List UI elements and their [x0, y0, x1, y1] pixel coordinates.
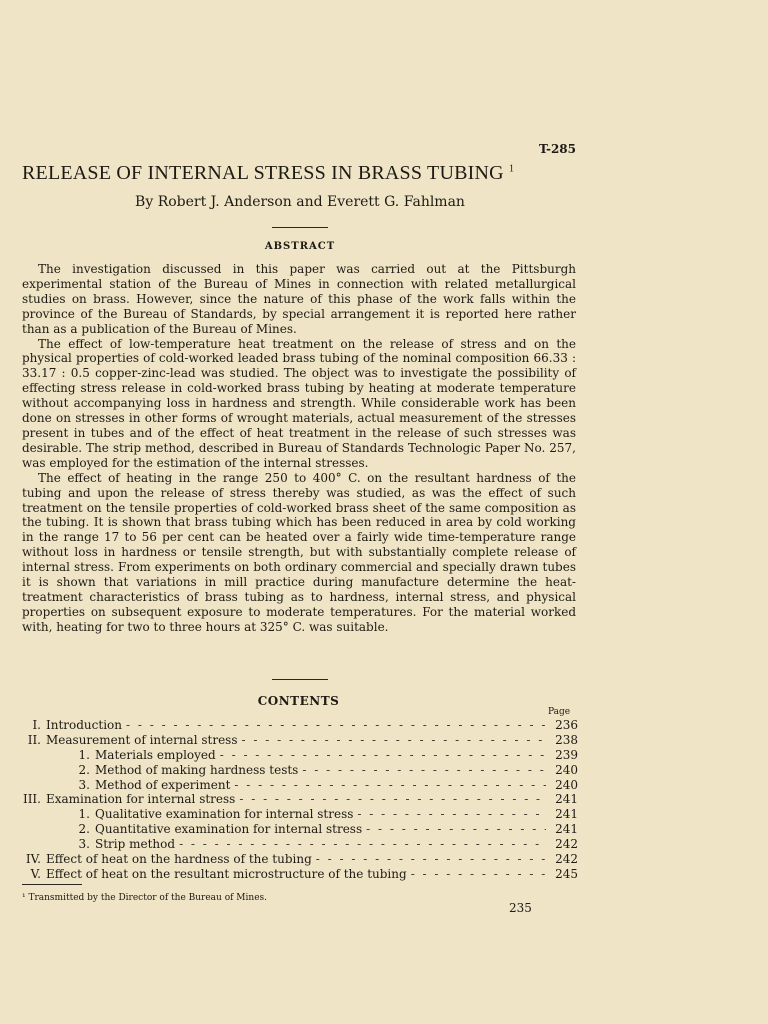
- toc-leader: [366, 822, 546, 837]
- title-footnote-mark: 1: [508, 163, 515, 175]
- table-of-contents: [22, 718, 578, 882]
- abstract-heading: ABSTRACT: [264, 241, 336, 252]
- toc-entry-number: III.: [22, 792, 41, 807]
- abstract-body: [22, 262, 576, 635]
- toc-entry-number: 1.: [78, 807, 90, 822]
- toc-entry-title: Examination for internal stress: [46, 792, 236, 807]
- footnote-divider: [22, 884, 82, 885]
- toc-entry-page: 238: [555, 732, 578, 747]
- abstract-paragraph: The effect of heating in the range 250 to 400° C. on the resultant hardness of the tubing and upon the release of stress thereby was studied, as was the effect of such treatment on the tensile properties of cold-worked brass sheet of the same composition as the tubing. It is shown that brass tubing which has been reduced in area by cold working in the range 17 to 56 per cent can be heated over a fairly wide time-temperature range without loss in hardness or tensile strength, but with substantially complete release of internal stress. From experiments on both ordinary commercial and specially drawn tubes it is shown that variations in mill practice during manufacture determine the heat-treatment characteristics of brass tubing as to hardness, internal stress, and physical properties on subsequent exposure to moderate temperatures. For the material worked with, heating for two to three hours at 325° C. was suitable.: [22, 470, 576, 634]
- toc-entry-number: 2.: [78, 822, 90, 837]
- toc-leader: [411, 867, 546, 882]
- authors: By Robert J. Anderson and Everett G. Fahlman: [135, 194, 465, 210]
- toc-entry-page: 239: [555, 747, 578, 762]
- toc-entry-title: Strip method: [95, 837, 176, 852]
- toc-entry: [22, 837, 578, 852]
- abstract-paragraph: The investigation discussed in this paper was carried out at the Pittsburgh experimental station of the Bureau of Mines in connection with related metallurgical studies on brass. However, since the nature of this phase of the work falls within the province of the Bureau of Standards, by special arrangement it is reported here rather than as a publication of the Bureau of Mines.: [22, 262, 576, 336]
- toc-entry-title: Introduction: [46, 718, 122, 732]
- toc-entry-number: II.: [27, 732, 41, 747]
- toc-entry-number: 1.: [78, 747, 90, 762]
- toc-entry: [22, 867, 578, 882]
- toc-entry-page: 236: [555, 718, 578, 732]
- toc-entry-page: 241: [555, 807, 578, 822]
- toc-leader: [126, 718, 546, 733]
- toc-entry: [22, 807, 578, 822]
- page-number: 235: [509, 901, 532, 915]
- toc-entry-title: Method of experiment: [95, 777, 231, 792]
- toc-entry: [22, 718, 578, 733]
- toc-entry: [22, 763, 578, 778]
- divider-before-contents: [272, 679, 328, 680]
- toc-entry-title: Qualitative examination for internal stress: [95, 807, 354, 822]
- toc-entry-page: 245: [555, 866, 578, 881]
- toc-leader: [242, 733, 547, 748]
- toc-entry-title: Effect of heat on the hardness of the tubing: [46, 852, 312, 867]
- series-number: T-285: [539, 142, 576, 156]
- toc-entry-page: 241: [555, 822, 578, 837]
- contents-heading: CONTENTS: [257, 694, 340, 708]
- toc-entry-title: Measurement of internal stress: [46, 732, 238, 747]
- toc-leader: [234, 778, 546, 793]
- toc-entry: [22, 733, 578, 748]
- toc-entry-title: Method of making hardness tests: [95, 762, 299, 777]
- toc-entry-number: V.: [30, 866, 41, 881]
- abstract-paragraph: The effect of low-temperature heat treatment on the release of stress and on the physical properties of cold-worked leaded brass tubing of the nominal composition 66.33 : 33.17 : 0.5 copper-zinc-lead was studied. The object was to investigate the possibility of effecting stress release in cold-worked brass tubing by heating at moderate temperature without accompanying loss in hardness and strength. While considerable work has been done on stresses in other forms of wrought materials, actual measurement of the stresses present in tubes and of the effect of heat treatment in the release of such stresses was desirable. The strip method, described in Bureau of Standards Technologic Paper No. 257, was employed for the estimation of the internal stresses.: [22, 336, 576, 470]
- toc-entry-page: 240: [555, 777, 578, 792]
- toc-leader: [302, 763, 546, 778]
- toc-entry-number: IV.: [25, 852, 41, 867]
- toc-entry: [22, 748, 578, 763]
- toc-entry-page: 242: [555, 852, 578, 867]
- toc-leader: [179, 837, 546, 852]
- toc-entry-title: Quantitative examination for internal stress: [95, 822, 363, 837]
- toc-leader: [316, 852, 546, 867]
- toc-entry-title: Effect of heat on the resultant microstructure of the tubing: [46, 866, 407, 881]
- toc-entry-number: I.: [32, 718, 41, 732]
- footnote: ¹ Transmitted by the Director of the Bureau of Mines.: [22, 893, 267, 903]
- toc-entry: [22, 778, 578, 793]
- toc-entry-page: 240: [555, 762, 578, 777]
- toc-leader: [220, 748, 546, 763]
- toc-entry-number: 3.: [78, 777, 90, 792]
- divider-after-authors: [272, 227, 328, 228]
- toc-entry-title: Materials employed: [95, 747, 216, 762]
- page-title: [22, 162, 582, 185]
- toc-entry: [22, 852, 578, 867]
- toc-entry-page: 242: [555, 837, 578, 852]
- toc-leader: [357, 807, 546, 822]
- contents-page-label: Page: [548, 707, 571, 717]
- toc-leader: [239, 792, 546, 807]
- toc-entry-number: 2.: [78, 762, 90, 777]
- toc-entry-number: 3.: [78, 837, 90, 852]
- toc-entry: [22, 792, 578, 807]
- toc-entry: [22, 822, 578, 837]
- toc-entry-page: 241: [555, 792, 578, 807]
- title-text: RELEASE OF INTERNAL STRESS IN BRASS TUBING: [22, 162, 504, 184]
